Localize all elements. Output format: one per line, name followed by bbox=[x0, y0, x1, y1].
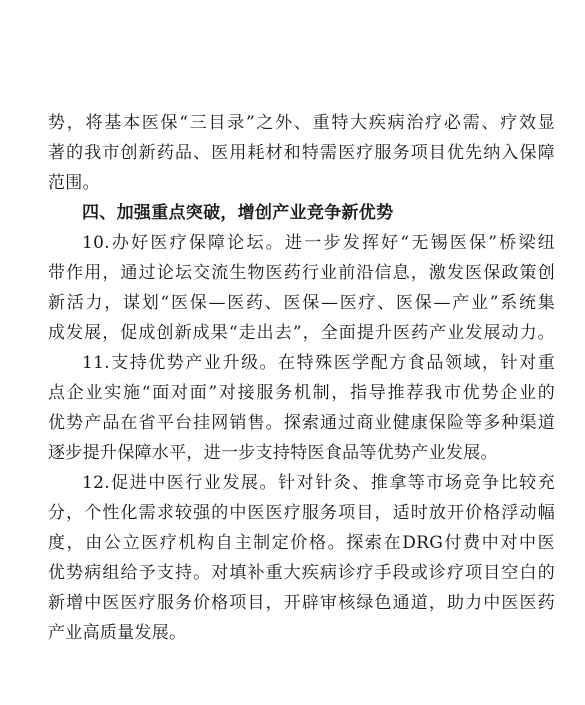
item-12-line-2: 分，个性化需求较强的中医医疗服务项目，适时放开价格浮动幅 bbox=[48, 503, 555, 523]
intro-line-3: 范围。 bbox=[48, 173, 100, 193]
item-11-line-3: 优势产品在省平台挂网销售。探索通过商业健康保险等多种渠道 bbox=[48, 413, 555, 433]
item-12-line-5: 新增中医医疗服务价格项目，开辟审核绿色通道，助力中医医药 bbox=[48, 593, 555, 613]
item-10-line-4: 成发展，促成创新成果“走出去”，全面提升医药产业发展动力。 bbox=[48, 323, 555, 343]
intro-line-2: 著的我市创新药品、医用耗材和特需医疗服务项目优先纳入保障 bbox=[48, 143, 555, 163]
item-11-line-2: 点企业实施“面对面”对接服务机制，指导推荐我市优势企业的 bbox=[48, 383, 555, 403]
item-11-line-1: 11.支持优势产业升级。在特殊医学配方食品领域，针对重 bbox=[82, 353, 555, 373]
section-heading: 四、加强重点突破，增创产业竞争新优势 bbox=[82, 203, 394, 223]
item-12-line-4: 优势病组给予支持。对填补重大疾病诊疗手段或诊疗项目空白的 bbox=[48, 563, 555, 583]
item-10-line-2: 带作用，通过论坛交流生物医药行业前沿信息，激发医保政策创 bbox=[48, 263, 555, 283]
item-11-line-4: 逐步提升保障水平，进一步支持特医食品等优势产业发展。 bbox=[48, 443, 498, 463]
item-12-line-1: 12.促进中医行业发展。针对针灸、推拿等市场竞争比较充 bbox=[82, 473, 555, 493]
item-10-line-1: 10.办好医疗保障论坛。进一步发挥好“无锡医保”桥梁纽 bbox=[82, 233, 555, 253]
intro-line-1: 势，将基本医保“三目录”之外、重特大疾病治疗必需、疗效显 bbox=[48, 113, 555, 133]
item-12-line-3: 度，由公立医疗机构自主制定价格。探索在DRG付费中对中医 bbox=[48, 533, 555, 553]
item-10-line-3: 新活力，谋划“医保—医药、医保—医疗、医保—产业”系统集 bbox=[48, 293, 555, 313]
item-12-line-6: 产业高质量发展。 bbox=[48, 623, 187, 643]
